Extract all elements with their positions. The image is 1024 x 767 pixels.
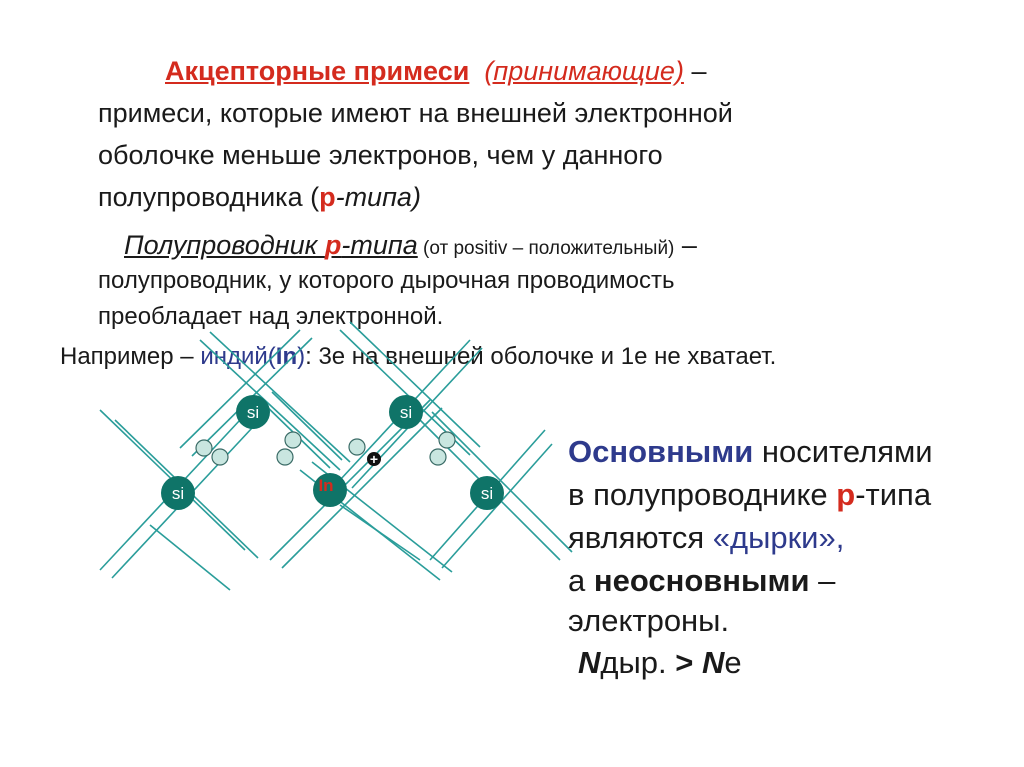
acceptor-term: Акцепторные примеси <box>165 56 470 86</box>
carriers-line-2: в полупроводнике р-типа <box>568 477 932 512</box>
indium-symbol: In <box>275 343 298 370</box>
carriers-line-5: электроны. <box>568 603 730 638</box>
carriers-line-1: Основными носителями <box>568 434 933 469</box>
electron-6 <box>439 432 455 448</box>
atom-label-si-3: si <box>171 484 185 503</box>
bond-lines <box>100 322 572 590</box>
hole-plus: + <box>369 451 379 467</box>
electron-3 <box>285 432 301 448</box>
atom-label-indium: In <box>318 476 334 495</box>
electron-2 <box>212 449 228 465</box>
electron-pairs <box>196 432 455 465</box>
ptype-line-1: Полупроводник р-типа (от positiv – положительный) – <box>124 230 697 260</box>
electron-7 <box>430 449 446 465</box>
acceptor-note: (принимающие) <box>484 56 684 86</box>
atom-label-si-4: si <box>480 484 494 503</box>
ptype-term: Полупроводник р-типа <box>124 230 418 260</box>
definition-line-3: оболочке меньше электронов, чем у данного <box>98 140 663 170</box>
ptype-line-3: преобладает над электронной. <box>98 303 444 330</box>
formula: Nдыр. > Nе <box>578 645 742 680</box>
dash: – <box>683 56 707 86</box>
hole-symbol <box>367 451 381 467</box>
atom-label-si-2: si <box>399 403 413 422</box>
p-letter: р <box>319 182 336 212</box>
ptype-note: (от positiv – положительный) <box>417 238 675 259</box>
electron-1 <box>196 440 212 456</box>
carriers-line-3: являются «дырки», <box>568 520 845 555</box>
example-line: Например – индий(In): 3е на внешней оболочке и 1е не хватает. <box>60 343 777 370</box>
carriers-line-4: а неосновными – <box>568 563 836 598</box>
electron-5 <box>349 439 365 455</box>
definition-line-2: примеси, которые имеют на внешней электронной <box>98 98 733 128</box>
atom-label-si-1: si <box>246 403 260 422</box>
ptype-line-2: полупроводник, у которого дырочная проводимость <box>98 267 675 294</box>
definition-line-4: полупроводника (р-типа) <box>98 182 421 212</box>
electron-4 <box>277 449 293 465</box>
